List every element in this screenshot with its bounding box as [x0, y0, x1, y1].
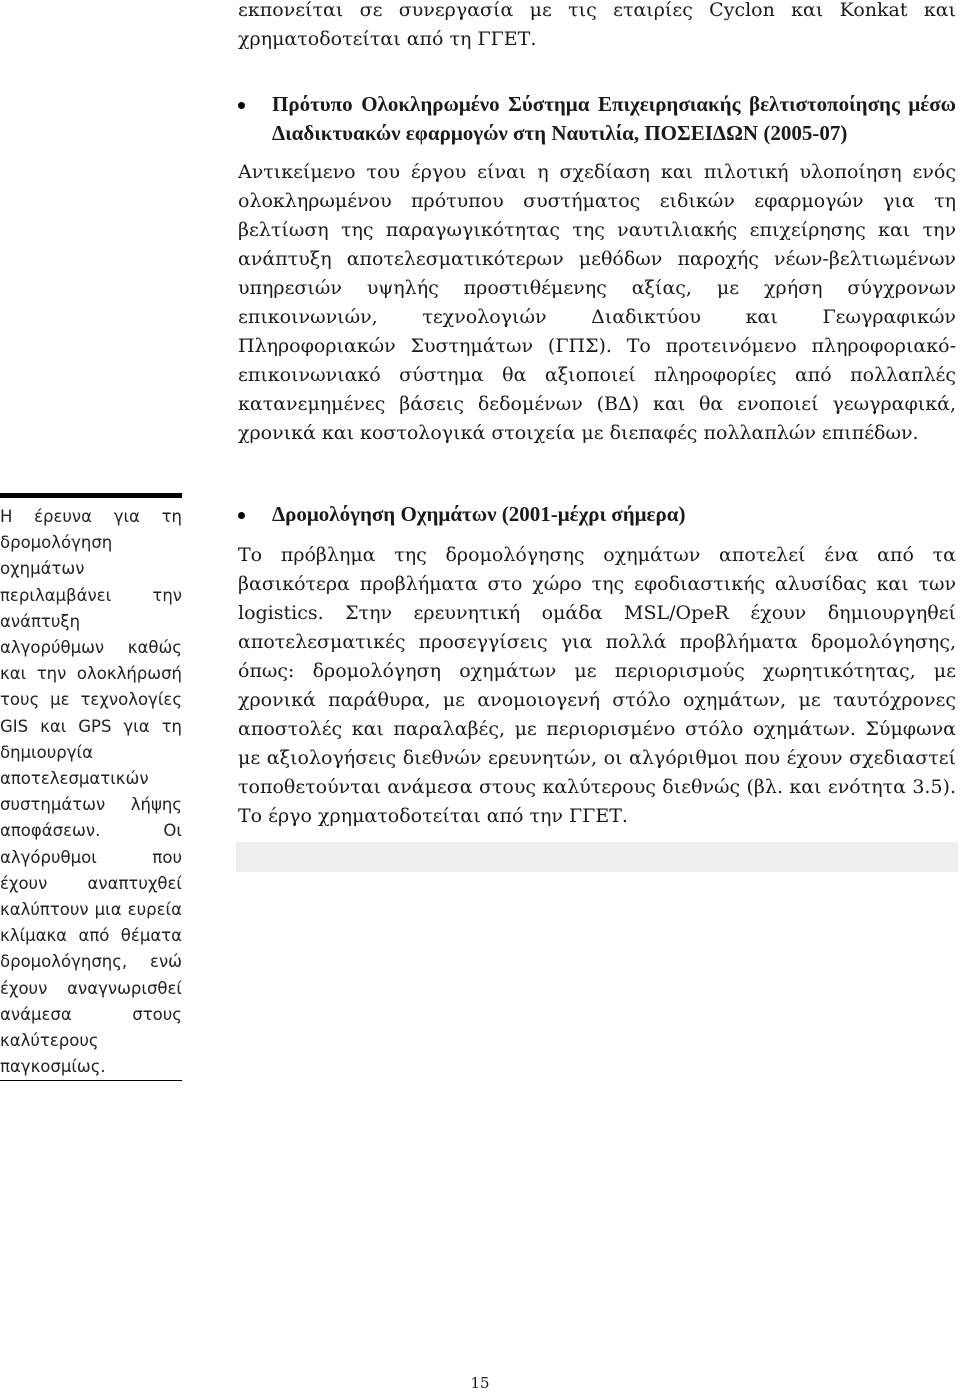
- section-vehicle-routing: [238, 500, 956, 831]
- shaded-divider: [236, 842, 958, 872]
- bullet-icon: [238, 512, 245, 519]
- section-body: Αντικείμενο του έργου είναι η σχεδίαση και πιλοτική υλοποίηση ενός ολοκληρωμένου πρότυπου συστήματος ειδικών εφαρμογών για τη βελτίωση της παραγωγικότητας της ναυτιλιακής επιχείρησης και την ανάπτυξη αποτελεσματικότερων μεθόδων παροχής νέων-βελτιωμένων υπηρεσιών υψηλής προστιθέμενης αξίας, με χρήση σύγχρονων επικοινωνιών, τεχνολογιών Διαδικτύου και Γεωγραφικών Πληροφοριακών Συστημάτων (ΓΠΣ). Το προτεινόμενο πληροφοριακό-επικοινωνιακό σύστημα θα αξιοποιεί πληροφορίες από πολλαπλές κατανεμημένες βάσεις δεδομένων (ΒΔ) και θα ενοποιεί γεωγραφικά, χρονικά και κοστολογικά στοιχεία με διεπαφές πολλαπλών επιπέδων.: [238, 161, 956, 444]
- section-body: Το πρόβλημα της δρομολόγησης οχημάτων αποτελεί ένα από τα βασικότερα προβλήματα στο χώρο της εφοδιαστικής αλυσίδας και των logistics. Στην ερευνητική ομάδα MSL/OpeR έχουν δημιουργηθεί αποτελεσματικές προσεγγίσεις για πολλά προβλήματα δρομολόγησης, όπως: δρομολόγηση οχημάτων με περιορισμούς χωρητικότητας, με χρονικά παράθυρα, με ανομοιογενή στόλο οχημάτων, με ταυτόχρονες αποστολές και παραλαβές, με περιορισμένο στόλο οχημάτων. Σύμφωνα με αξιολογήσεις διεθνών ερευνητών, οι αλγόριθμοι που έχουν σχεδιαστεί τοποθετούνται ανάμεσα στους καλύτερους διεθνώς (βλ. και ενότητα 3.5). Το έργο χρηματοδοτείται από την ΓΓΕΤ.: [238, 544, 956, 827]
- page-number: 15: [470, 1374, 490, 1392]
- section-poseidon: [238, 90, 956, 448]
- section-heading-text: Πρότυπο Ολοκληρωμένο Σύστημα Επιχειρησιακής βελτιστοποίησης μέσω Διαδικτυακών εφαρμογών στη Ναυτιλία, ΠΟΣΕΙΔΩΝ (2005-07): [272, 92, 956, 145]
- bullet-icon: [238, 102, 245, 109]
- intro-paragraph: εκπονείται σε συνεργασία με τις εταιρίες Cyclon και Konkat και χρηματοδοτείται από τη ΓΓΕΤ.: [238, 0, 956, 50]
- section-heading: [238, 90, 956, 148]
- section-heading: [238, 500, 956, 529]
- sidebar-callout: Η έρευνα για τη δρομολόγηση οχημάτων περιλαμβάνει την ανάπτυξη αλγορύθμων καθώς και την ολοκλήρωσή τους με τεχνολογίες GIS και GPS για τη δημιουργία αποτελεσματικών συστημάτων λήψης αποφάσεων. Οι αλγόρυθμοι που έχουν αναπτυχθεί καλύπτουν μια ευρεία κλίμακα από θέματα δρομολόγησης, ενώ έχουν αναγνωρισθεί ανάμεσα στους καλύτερους παγκοσμίως.: [0, 493, 182, 1081]
- section-heading-text: Δρομολόγηση Οχημάτων (2001-μέχρι σήμερα): [272, 502, 686, 526]
